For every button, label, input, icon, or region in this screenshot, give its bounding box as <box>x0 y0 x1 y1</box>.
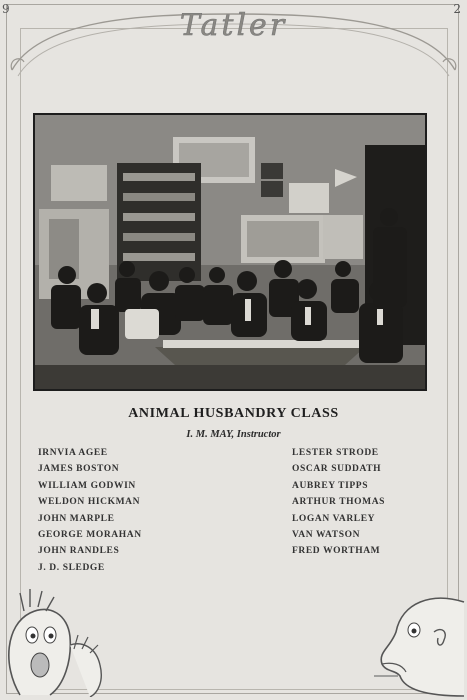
class-photograph-image <box>35 115 425 389</box>
student-name: JOHN RANDLES <box>38 546 120 557</box>
student-name: JAMES BOSTON <box>38 464 120 475</box>
instructor-line: I. M. MAY, Instructor <box>186 429 281 440</box>
student-name: ARTHUR THOMAS <box>292 497 386 508</box>
student-name: WILLIAM GODWIN <box>38 480 136 491</box>
student-name: FRED WORTHAM <box>292 546 381 557</box>
student-list-right <box>292 445 385 560</box>
cartoon-face-left-icon <box>0 585 120 697</box>
cartoon-face-right-icon <box>372 592 467 698</box>
masthead-title: Tatler <box>179 8 288 43</box>
student-name: LOGAN VARLEY <box>292 513 376 524</box>
student-name: GEORGE MORAHAN <box>38 529 142 540</box>
corner-number-left: 9 <box>2 2 10 16</box>
student-name: OSCAR SUDDATH <box>292 464 382 475</box>
photo-caption-title: ANIMAL HUSBANDRY CLASS <box>128 406 339 421</box>
student-name: LESTER STRODE <box>292 448 379 458</box>
student-name: IRNVIA AGEE <box>38 448 108 458</box>
student-name: JOHN MARPLE <box>38 513 115 524</box>
student-name: WELDON HICKMAN <box>38 497 141 508</box>
student-name: VAN WATSON <box>292 529 361 540</box>
class-photograph <box>33 113 427 391</box>
student-list-left <box>38 445 142 576</box>
corner-number-right: 2 <box>453 2 461 16</box>
student-name: J. D. SLEDGE <box>38 562 105 573</box>
student-name: AUBREY TIPPS <box>292 480 369 491</box>
